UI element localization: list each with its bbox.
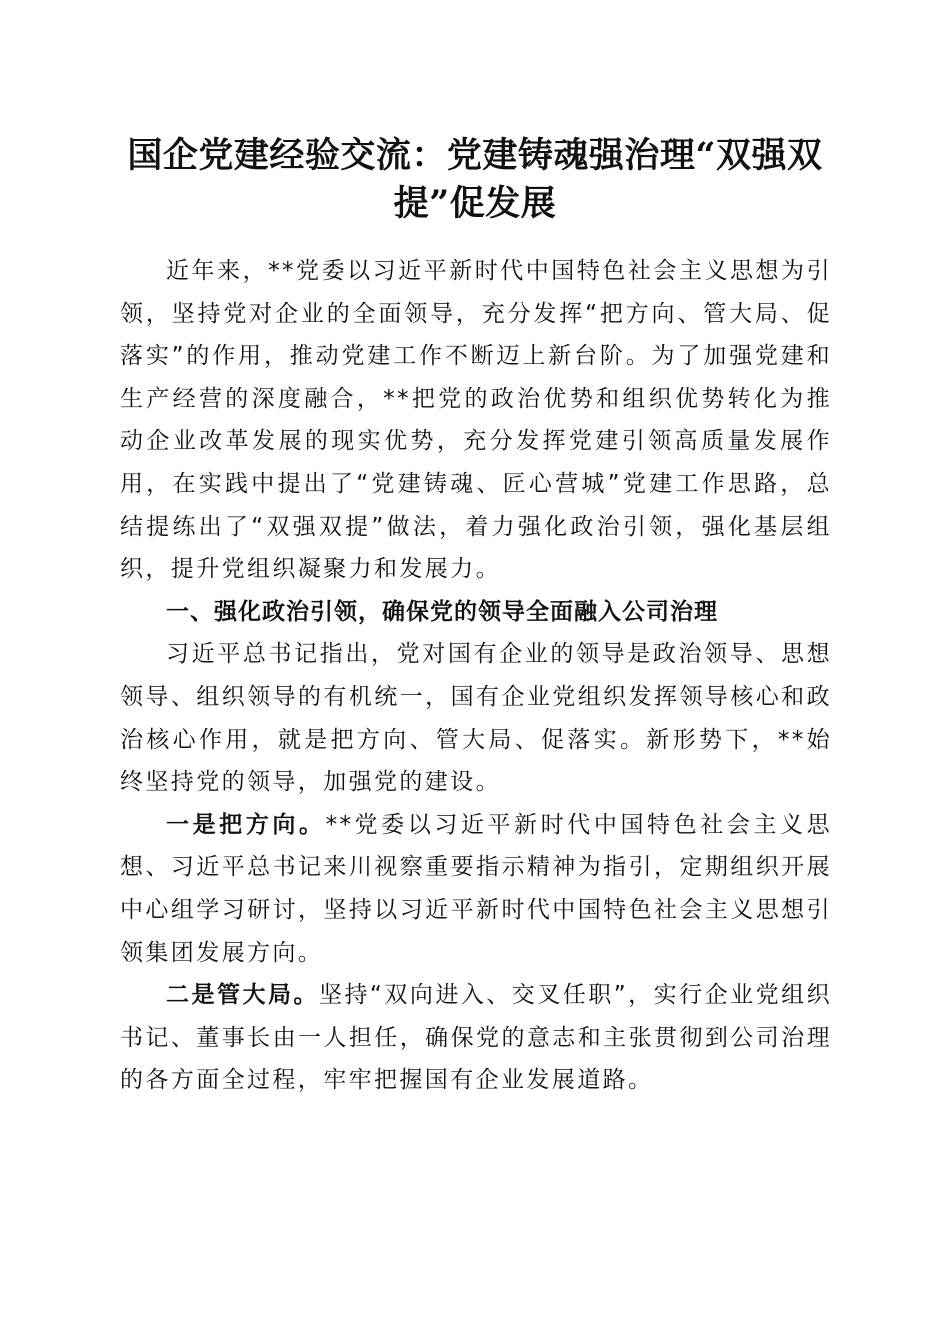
section-1-paragraph: 习近平总书记指出，党对国有企业的领导是政治领导、思想领导、组织领导的有机统一，国有企业党组织发挥领导核心和政治核心作用，就是把方向、管大局、促落实。新形势下，**始终坚持党的领导，加强党的建设。	[120, 641, 832, 796]
intro-paragraph: 近年来，**党委以习近平新时代中国特色社会主义思想为引领，坚持党对企业的全面领导，充分发挥“把方向、管大局、促落实”的作用，推动党建工作不断迈上新台阶。为了加强党建和生产经营的深度融合，**把党的政治优势和组织优势转化为推动企业改革发展的现实优势，充分发挥党建引领高质量发展作用，在实践中提出了“党建铸魂、匠心营城”党建工作思路，总结提练出了“双强双提”做法，着力强化政治引领，强化基层组织，提升党组织凝聚力和发展力。	[120, 258, 832, 583]
point-2-text: 坚持“双向进入、交叉任职”，实行企业党组织书记、董事长由一人担任，确保党的意志和主张贯彻到公司治理的各方面全过程，牢牢把握国有企业发展道路。	[120, 982, 832, 1094]
point-2-paragraph	[120, 974, 832, 1102]
section-heading-1: 一、强化政治引领，确保党的领导全面融入公司治理	[166, 598, 718, 625]
document-title: 国企党建经验交流：党建铸魂强治理“双强双提”促发展	[127, 135, 823, 224]
point-1-text: **党委以习近平新时代中国特色社会主义思想、习近平总书记来川视察重要指示精神为指引，定期组织开展中心组学习研讨，坚持以习近平新时代中国特色社会主义思想引领集团发展方向。	[120, 811, 833, 966]
point-2-lead: 二是管大局。	[166, 982, 319, 1009]
point-1-paragraph	[120, 804, 832, 974]
point-1-lead: 一是把方向。	[166, 811, 326, 838]
document-body	[120, 250, 832, 1102]
